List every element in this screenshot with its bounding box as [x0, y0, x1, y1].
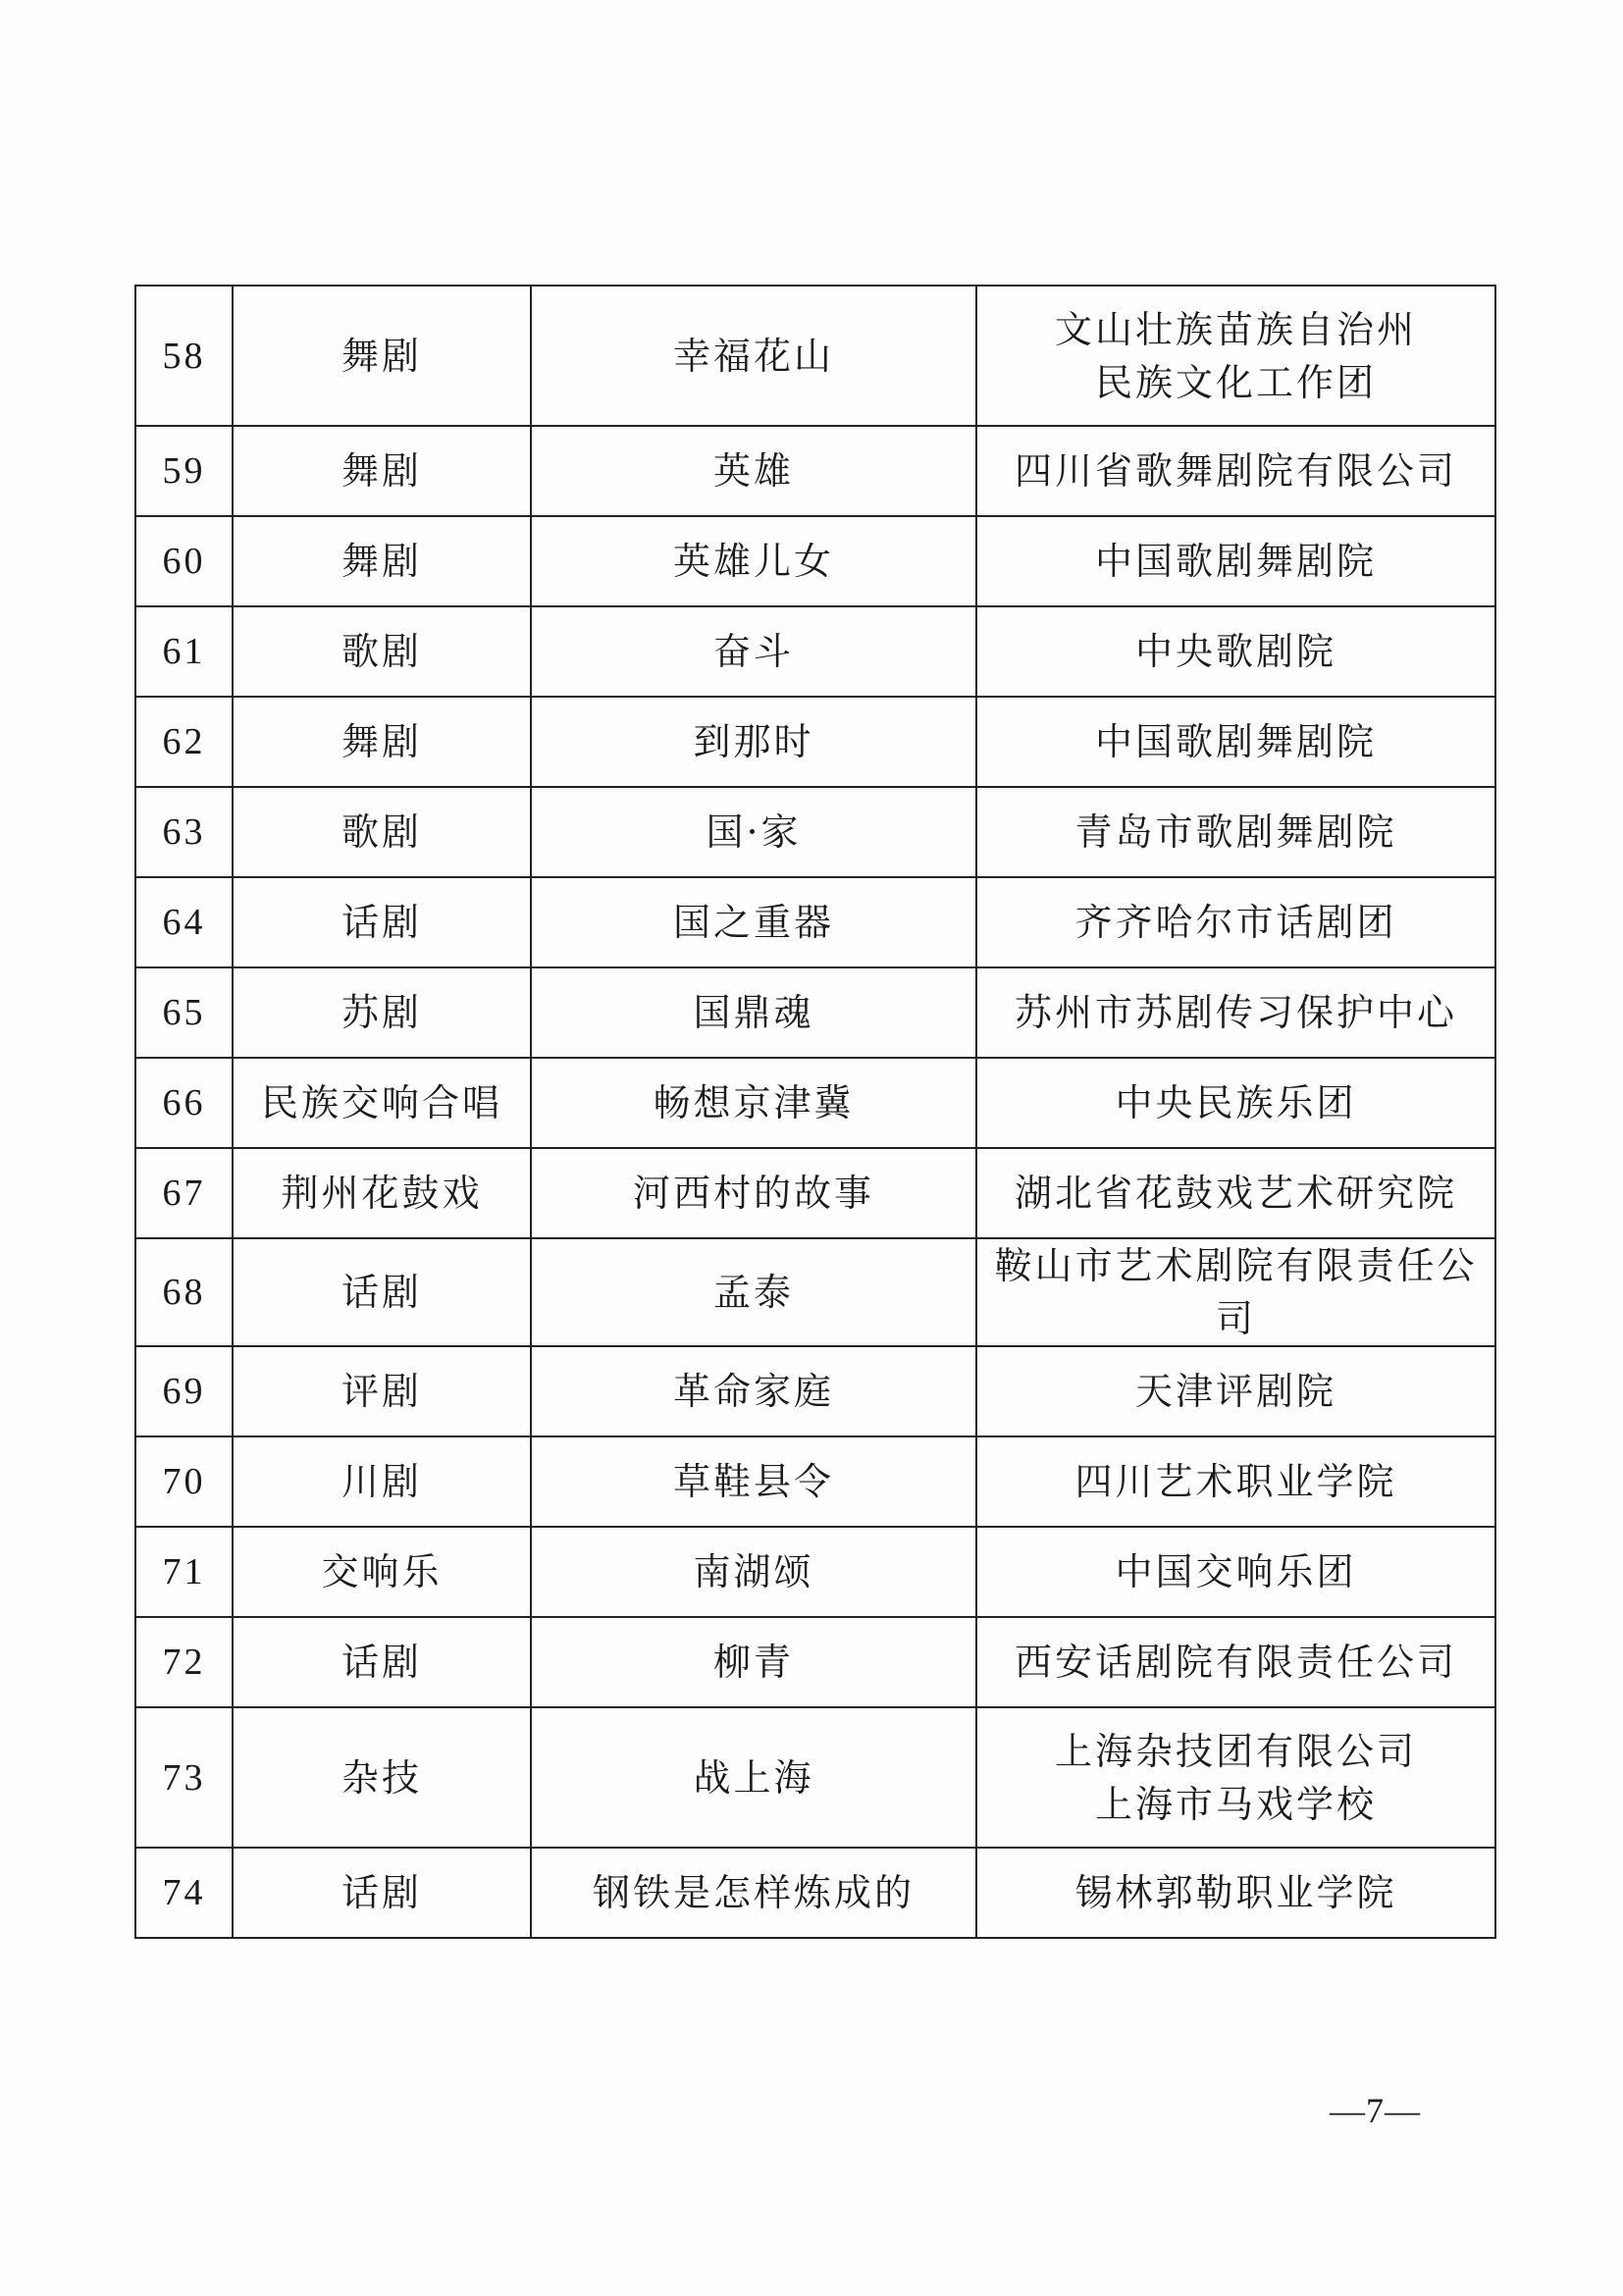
unit-cell — [976, 697, 1495, 787]
row-number: 69 — [135, 1346, 233, 1436]
unit-line: 上海市马戏学校 — [1094, 1782, 1377, 1826]
row-number: 72 — [135, 1617, 233, 1707]
unit-cell — [976, 1148, 1495, 1238]
row-number: 70 — [135, 1436, 233, 1527]
row-number: 74 — [135, 1848, 233, 1938]
title-cell: 畅想京津冀 — [531, 1058, 976, 1148]
unit-cell — [976, 516, 1495, 606]
unit-line: 天津评剧院 — [1134, 1370, 1336, 1413]
table-row — [135, 1238, 1495, 1346]
title-cell: 柳青 — [531, 1617, 976, 1707]
unit-cell — [976, 1058, 1495, 1148]
genre-cell: 舞剧 — [233, 426, 531, 516]
unit-cell — [976, 967, 1495, 1058]
genre-cell: 话剧 — [233, 1617, 531, 1707]
unit-cell — [976, 1707, 1495, 1848]
unit-line: 中国交响乐团 — [1115, 1550, 1357, 1593]
table-row — [135, 606, 1495, 697]
table-row — [135, 516, 1495, 606]
table-row — [135, 1617, 1495, 1707]
unit-line: 中国歌剧舞剧院 — [1094, 720, 1377, 763]
unit-line: 西安话剧院有限责任公司 — [1014, 1641, 1457, 1684]
title-cell: 幸福花山 — [531, 286, 976, 426]
unit-cell — [976, 606, 1495, 697]
program-table — [134, 285, 1496, 1939]
genre-cell: 杂技 — [233, 1707, 531, 1848]
row-number: 65 — [135, 967, 233, 1058]
title-cell: 孟泰 — [531, 1238, 976, 1346]
table-row — [135, 877, 1495, 967]
genre-cell: 评剧 — [233, 1346, 531, 1436]
genre-cell: 舞剧 — [233, 516, 531, 606]
row-number: 64 — [135, 877, 233, 967]
unit-line: 中央歌剧院 — [1134, 630, 1336, 673]
unit-cell — [976, 1617, 1495, 1707]
unit-line: 文山壮族苗族自治州 — [1054, 307, 1417, 351]
unit-line: 鞍山市艺术剧院有限责任公司 — [994, 1244, 1478, 1340]
genre-cell: 歌剧 — [233, 787, 531, 877]
program-table-body — [135, 286, 1495, 1938]
genre-cell: 舞剧 — [233, 286, 531, 426]
unit-line: 中央民族乐团 — [1115, 1081, 1357, 1124]
genre-cell: 苏剧 — [233, 967, 531, 1058]
table-row — [135, 1527, 1495, 1617]
unit-line: 上海杂技团有限公司 — [1054, 1729, 1417, 1773]
row-number: 66 — [135, 1058, 233, 1148]
genre-cell: 交响乐 — [233, 1527, 531, 1617]
genre-cell: 川剧 — [233, 1436, 531, 1527]
genre-cell: 话剧 — [233, 877, 531, 967]
table-row — [135, 787, 1495, 877]
row-number: 68 — [135, 1238, 233, 1346]
page-number: —7— — [1330, 2091, 1421, 2130]
table-row — [135, 1346, 1495, 1436]
table-row — [135, 426, 1495, 516]
title-cell: 革命家庭 — [531, 1346, 976, 1436]
unit-line: 四川艺术职业学院 — [1074, 1460, 1397, 1503]
unit-line: 民族文化工作团 — [1094, 360, 1377, 404]
unit-cell — [976, 787, 1495, 877]
title-cell: 国之重器 — [531, 877, 976, 967]
title-cell: 国鼎魂 — [531, 967, 976, 1058]
table-row — [135, 286, 1495, 426]
table-row — [135, 1707, 1495, 1848]
genre-cell: 话剧 — [233, 1848, 531, 1938]
row-number: 60 — [135, 516, 233, 606]
table-row — [135, 1148, 1495, 1238]
table-row — [135, 1848, 1495, 1938]
table-row — [135, 1436, 1495, 1527]
genre-cell: 话剧 — [233, 1238, 531, 1346]
row-number: 71 — [135, 1527, 233, 1617]
unit-line: 锡林郭勒职业学院 — [1074, 1871, 1397, 1914]
row-number: 62 — [135, 697, 233, 787]
genre-cell: 歌剧 — [233, 606, 531, 697]
unit-cell — [976, 1238, 1495, 1346]
row-number: 67 — [135, 1148, 233, 1238]
row-number: 73 — [135, 1707, 233, 1848]
row-number: 58 — [135, 286, 233, 426]
row-number: 59 — [135, 426, 233, 516]
unit-line: 湖北省花鼓戏艺术研究院 — [1014, 1172, 1457, 1215]
unit-cell — [976, 426, 1495, 516]
table-row — [135, 967, 1495, 1058]
unit-cell — [976, 1848, 1495, 1938]
title-cell: 钢铁是怎样炼成的 — [531, 1848, 976, 1938]
title-cell: 英雄 — [531, 426, 976, 516]
unit-line: 齐齐哈尔市话剧团 — [1074, 901, 1397, 944]
unit-line: 四川省歌舞剧院有限公司 — [1014, 449, 1457, 493]
title-cell: 战上海 — [531, 1707, 976, 1848]
unit-cell — [976, 1527, 1495, 1617]
unit-cell — [976, 1346, 1495, 1436]
unit-cell — [976, 1436, 1495, 1527]
row-number: 63 — [135, 787, 233, 877]
title-cell: 南湖颂 — [531, 1527, 976, 1617]
table-row — [135, 1058, 1495, 1148]
unit-line: 青岛市歌剧舞剧院 — [1074, 810, 1397, 854]
genre-cell: 民族交响合唱 — [233, 1058, 531, 1148]
title-cell: 到那时 — [531, 697, 976, 787]
title-cell: 国·家 — [531, 787, 976, 877]
row-number: 61 — [135, 606, 233, 697]
genre-cell: 舞剧 — [233, 697, 531, 787]
title-cell: 河西村的故事 — [531, 1148, 976, 1238]
unit-line: 苏州市苏剧传习保护中心 — [1014, 991, 1457, 1034]
title-cell: 英雄儿女 — [531, 516, 976, 606]
table-row — [135, 697, 1495, 787]
unit-cell — [976, 286, 1495, 426]
unit-cell — [976, 877, 1495, 967]
title-cell: 奋斗 — [531, 606, 976, 697]
unit-line: 中国歌剧舞剧院 — [1094, 540, 1377, 583]
title-cell: 草鞋县令 — [531, 1436, 976, 1527]
genre-cell: 荆州花鼓戏 — [233, 1148, 531, 1238]
